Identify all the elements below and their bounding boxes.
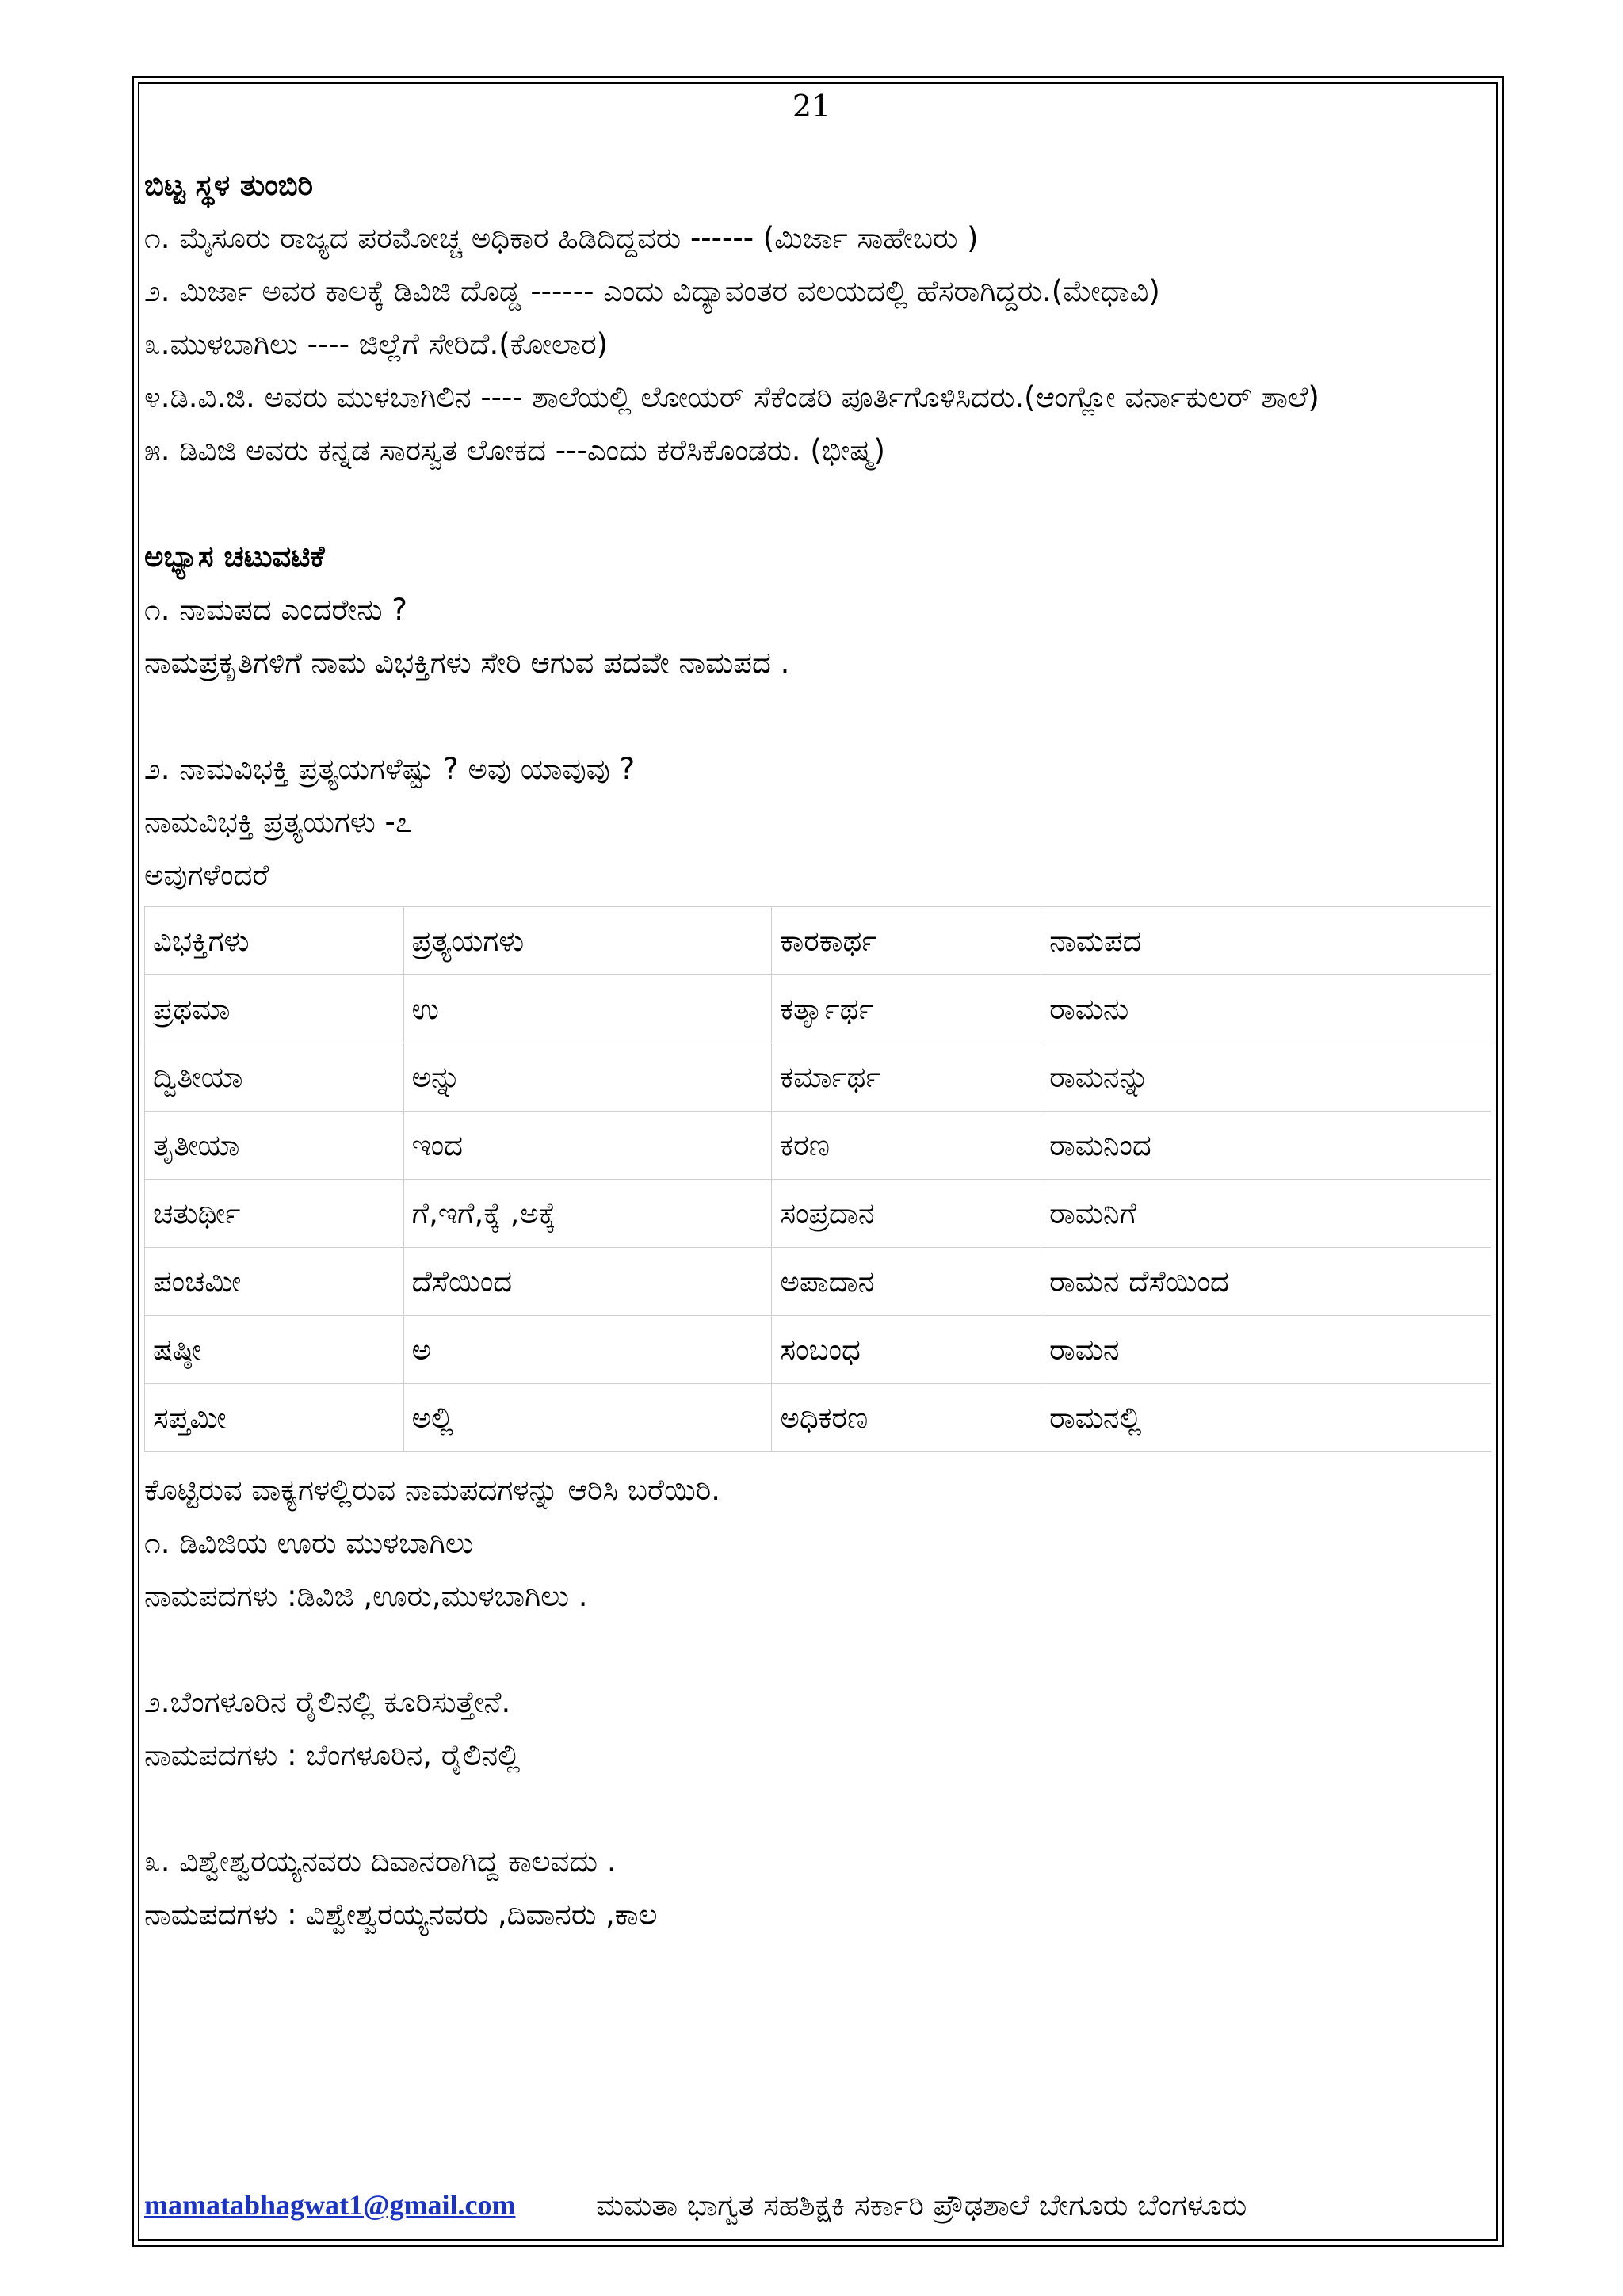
- table-row: [145, 975, 1491, 1043]
- table-cell: ಅಧಿಕರಣ: [772, 1384, 1041, 1452]
- table-header-cell: ಕಾರಕಾರ್ಥ: [772, 907, 1041, 975]
- table-cell: ಅ: [403, 1316, 772, 1384]
- table-cell: ಅಪಾದಾನ: [772, 1248, 1041, 1316]
- table-cell: ರಾಮನಿಂದ: [1041, 1112, 1491, 1180]
- footer-author: ಮಮತಾ ಭಾಗ್ವತ ಸಹಶಿಕ್ಷಕಿ ಸರ್ಕಾರಿ ಪ್ರೌಢಶಾಲೆ ಬೇಗೂರು ಬೆಂಗಳೂರು: [596, 2188, 1247, 2222]
- identify-sentence-2: ೨.ಬೆಂಗಳೂರಿನ ರೈಲಿನಲ್ಲಿ ಕೂರಿಸುತ್ತೇನೆ.: [144, 1685, 511, 1719]
- table-cell: ಕರಣ: [772, 1112, 1041, 1180]
- fill-blank-item-3: ೩.ಮುಳಬಾಗಿಲು ---- ಜಿಲ್ಲೆಗೆ ಸೇರಿದೆ.(ಕೋಲಾರ): [144, 327, 609, 361]
- fill-blanks-heading: ಬಿಟ್ಟ ಸ್ಥಳ ತುಂಬಿರಿ: [144, 168, 314, 202]
- table-row: [145, 1384, 1491, 1452]
- fill-blank-item-1: ೧. ಮೈಸೂರು ರಾಜ್ಯದ ಪರಮೋಚ್ಚ ಅಧಿಕಾರ ಹಿಡಿದಿದ್ದವರು ------ (ಮಿರ್ಜಾ ಸಾಹೇಬರು ): [144, 221, 979, 255]
- table-cell: ಅಲ್ಲಿ: [403, 1384, 772, 1452]
- practice-heading: ಅಭ್ಯಾಸ ಚಟುವಟಿಕೆ: [144, 540, 325, 574]
- page-content: [144, 158, 1491, 1941]
- table-cell: ಸಪ್ತಮೀ: [145, 1384, 404, 1452]
- identify-instruction: ಕೊಟ್ಟಿರುವ ವಾಕ್ಯಗಳಲ್ಲಿರುವ ನಾಮಪದಗಳನ್ನು ಆರಿಸಿ ಬರೆಯಿರಿ.: [144, 1473, 721, 1507]
- identify-answer-3: ನಾಮಪದಗಳು : ವಿಶ್ವೇಶ್ವರಯ್ಯನವರು ,ದಿವಾನರು ,ಕಾಲ: [144, 1897, 658, 1932]
- fill-blank-item-4: ೪.ಡಿ.ವಿ.ಜಿ. ಅವರು ಮುಳಬಾಗಿಲಿನ ---- ಶಾಲೆಯಲ್ಲಿ ಲೋಯರ್ ಸೆಕೆಂಡರಿ ಪೂರ್ತಿಗೊಳಿಸಿದರು.(ಆಂಗ್ಲೋ ವರ್ನಾಕುಲರ್ ಶಾಲೆ): [144, 380, 1319, 414]
- table-header-cell: ಪ್ರತ್ಯಯಗಳು: [403, 907, 772, 975]
- table-cell: ಇಂದ: [403, 1112, 772, 1180]
- table-cell: ತೃತೀಯಾ: [145, 1112, 404, 1180]
- table-cell: ರಾಮನ ದೆಸೆಯಿಂದ: [1041, 1248, 1491, 1316]
- table-cell: ದ್ವಿತೀಯಾ: [145, 1043, 404, 1112]
- table-row: [145, 1043, 1491, 1112]
- table-cell: ಕರ್ಮಾರ್ಥ: [772, 1043, 1041, 1112]
- table-row: [145, 1248, 1491, 1316]
- table-cell: ದೆಸೆಯಿಂದ: [403, 1248, 772, 1316]
- fill-blank-item-5: ೫. ಡಿವಿಜಿ ಅವರು ಕನ್ನಡ ಸಾರಸ್ವತ ಲೋಕದ ---ಎಂದು ಕರೆಸಿಕೊಂಡರು. (ಭೀಷ್ಮ): [144, 433, 885, 467]
- page-number: 21: [792, 89, 831, 124]
- table-cell: ಉ: [403, 975, 772, 1043]
- identify-sentence-3: ೩. ವಿಶ್ವೇಶ್ವರಯ್ಯನವರು ದಿವಾನರಾಗಿದ್ದ ಕಾಲವದು .: [144, 1844, 617, 1878]
- table-header-row: [145, 907, 1491, 975]
- table-row: [145, 1316, 1491, 1384]
- practice-answer-2-line-2: ಅವುಗಳೆಂದರೆ: [144, 858, 269, 892]
- table-cell: ಷಷ್ಠೀ: [145, 1316, 404, 1384]
- table-header-cell: ವಿಭಕ್ತಿಗಳು: [145, 907, 404, 975]
- table-cell: ರಾಮನಲ್ಲಿ: [1041, 1384, 1491, 1452]
- table-cell: ಚತುರ್ಥೀ: [145, 1180, 404, 1248]
- vibhakti-table: [144, 906, 1491, 1452]
- table-header-cell: ನಾಮಪದ: [1041, 907, 1491, 975]
- footer-email-link[interactable]: mamatabhagwat1@gmail.com: [144, 2189, 516, 2221]
- table-cell: ಪ್ರಥಮಾ: [145, 975, 404, 1043]
- identify-answer-2: ನಾಮಪದಗಳು : ಬೆಂಗಳೂರಿನ, ರೈಲಿನಲ್ಲಿ: [144, 1738, 521, 1772]
- table-cell: ರಾಮನ: [1041, 1316, 1491, 1384]
- table-cell: ಪಂಚಮೀ: [145, 1248, 404, 1316]
- table-cell: ರಾಮನನ್ನು: [1041, 1043, 1491, 1112]
- table-row: [145, 1112, 1491, 1180]
- table-cell: ಗೆ,ಇಗೆ,ಕ್ಕೆ ,ಅಕ್ಕೆ: [403, 1180, 772, 1248]
- page-footer: [144, 2188, 1491, 2236]
- table-cell: ಅನ್ನು: [403, 1043, 772, 1112]
- table-cell: ಸಂಪ್ರದಾನ: [772, 1180, 1041, 1248]
- table-cell: ರಾಮನಿಗೆ: [1041, 1180, 1491, 1248]
- table-cell: ಸಂಬಂಧ: [772, 1316, 1041, 1384]
- practice-question-2: ೨. ನಾಮವಿಭಕ್ತಿ ಪ್ರತ್ಯಯಗಳೆಷ್ಟು ? ಅವು ಯಾವುವು ?: [144, 752, 636, 786]
- practice-answer-1: ನಾಮಪ್ರಕೃತಿಗಳಿಗೆ ನಾಮ ವಿಭಕ್ತಿಗಳು ಸೇರಿ ಆಗುವ ಪದವೇ ನಾಮಪದ .: [144, 646, 790, 680]
- fill-blank-item-2: ೨. ಮಿರ್ಜಾ ಅವರ ಕಾಲಕ್ಕೆ ಡಿವಿಜಿ ದೊಡ್ಡ ------ ಎಂದು ವಿದ್ಯಾವಂತರ ವಲಯದಲ್ಲಿ ಹೆಸರಾಗಿದ್ದರು.(ಮೇಧಾವಿ): [144, 274, 1160, 308]
- practice-answer-2-line-1: ನಾಮವಿಭಕ್ತಿ ಪ್ರತ್ಯಯಗಳು -೭: [144, 805, 412, 839]
- table-cell: ರಾಮನು: [1041, 975, 1491, 1043]
- table-cell: ಕರ್ತೃಾರ್ಥ: [772, 975, 1041, 1043]
- identify-sentence-1: ೧. ಡಿವಿಜಿಯ ಊರು ಮುಳಬಾಗಿಲು: [144, 1526, 474, 1560]
- identify-answer-1: ನಾಮಪದಗಳು :ಡಿವಿಜಿ ,ಊರು,ಮುಳಬಾಗಿಲು .: [144, 1579, 588, 1613]
- practice-question-1: ೧. ನಾಮಪದ ಎಂದರೇನು ?: [144, 593, 407, 627]
- table-row: [145, 1180, 1491, 1248]
